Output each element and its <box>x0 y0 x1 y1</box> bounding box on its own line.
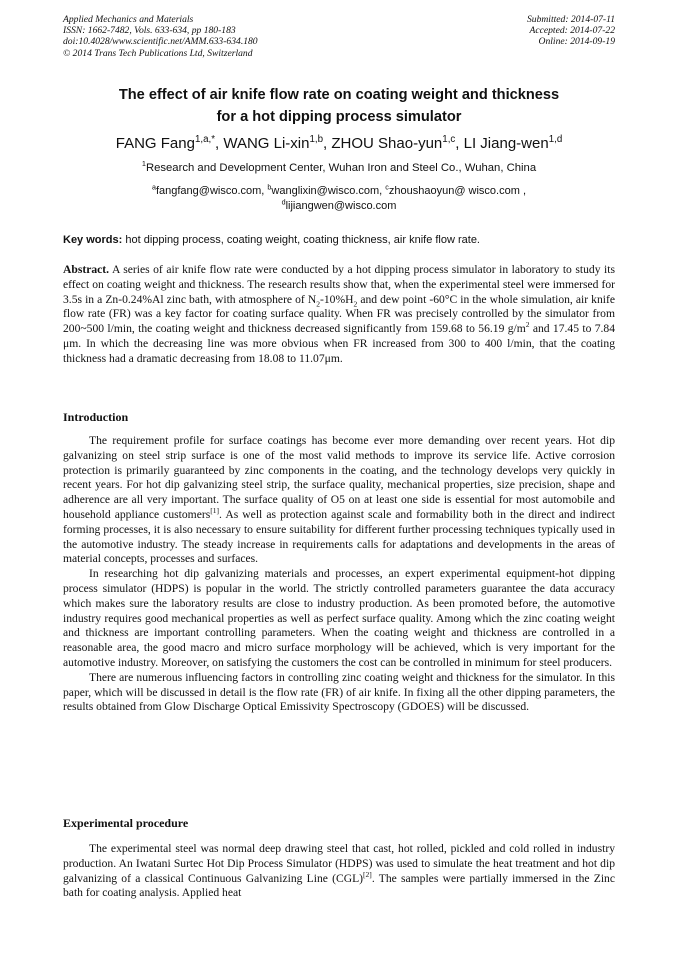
email-mark: b <box>267 183 272 192</box>
paragraph-text: . As well as protection against scale and formability both in the direct and indirect forming processes, it is also necessary to ensure suitability for different further processing techniques typically used in the automotive industry. The steady increase in requirements calls for adaptations and developments in the areas of material concepts, processes and surfaces. <box>63 507 615 566</box>
section-heading-introduction: Introduction <box>63 410 129 424</box>
journal-info <box>63 14 258 59</box>
issn: ISSN: 1662-7482, Vols. 633-634, pp 180-183 <box>63 25 236 37</box>
email-mark: c <box>385 183 389 192</box>
section-heading-experimental: Experimental procedure <box>63 816 189 830</box>
copyright: © 2014 Trans Tech Publications Ltd, Switzerland <box>63 47 253 59</box>
abstract-text: and 17.45 to 7.84 μm. In which the decreasing line was more obvious when FR increased from 300 to 400 l/min, that the coating thickness had a dramatic decreasing from 18.08 to 11.07μm. <box>63 322 615 365</box>
doi: doi:10.4028/www.scientific.net/AMM.633-634.180 <box>63 36 258 48</box>
abstract-text: A series of air knife flow rate were conducted by a hot dipping process simulator in laboratory to study its effect on coating weight and thickness. The research results show that, when the experimental steel were immersed for 3.5s in a Zn-0.24%Al zinc bath, with atmosphere of N <box>63 263 615 306</box>
author-name: WANG Li-xin <box>223 135 310 152</box>
author-affil-mark: 1,a,* <box>194 134 216 145</box>
abstract-text: -10%H <box>320 292 354 306</box>
email-link[interactable]: fangfang@wisco.com <box>155 185 262 197</box>
subscript: 2 <box>316 298 320 308</box>
paragraph <box>63 842 615 901</box>
paragraph: There are numerous influencing factors in controlling zinc coating weight and thickness for the simulator. In this paper, which will be discussed in detail is the flow rate (FR) of air knife. In fixing all the other dipping parameters, the results obtained from Glow Discharge Optical Emissivity Spectroscopy (GDOES) will be discussed. <box>63 670 615 714</box>
online-date: Online: 2014-09-19 <box>538 36 615 48</box>
accepted-date: Accepted: 2014-07-22 <box>529 25 615 37</box>
abstract-label: Abstract. <box>63 263 110 276</box>
title-line-1: The effect of air knife flow rate on coating weight and thickness <box>118 87 560 103</box>
author-affil-mark: 1,b <box>309 134 324 145</box>
affiliation-text: Research and Development Center, Wuhan Iron and Steel Co., Wuhan, China <box>145 162 537 174</box>
author-name: ZHOU Shao-yun <box>331 135 443 152</box>
paragraph: In researching hot dip galvanizing materials and processes, an expert experimental equipment-hot dipping process simulator (HDPS) is popular in the world. The strictly controlled parameters guarantee the data accuracy which makes sure the laboratory results are close to industry production. As been promoted before, the automotive industry requires good mechanical properties as well as perfect surface quality. Among which the zinc coating weight and thickness are important controlling parameters. When the coating weight and thickness are controlled in a reasonable area, the good macro and micro surface morphology will be achieved, which is very important for the automotive industry. Moreover, on satisfying the customers the cost can be controlled in minimum for steel producers. <box>63 567 615 669</box>
email-list: $^a$fangfang@wisco.com, $^b$wanglixin@wisco.com, $^c$zhoushaoyun@ wisco.com , $^d$lijiangwen@wisco.com <box>151 183 527 212</box>
email-mark: a <box>151 183 156 192</box>
author-name: LI Jiang-wen <box>463 135 549 152</box>
submitted-date: Submitted: 2014-07-11 <box>526 14 615 25</box>
publication-dates <box>527 14 615 48</box>
paragraph-text: . The samples were partially immersed in the Zinc bath for coating analysis. Applied heat <box>63 871 615 900</box>
email-link[interactable]: wanglixin@wisco.com <box>271 185 380 197</box>
abstract-text: and dew point -60°C in the whole simulation, air knife flow rate (FR) was a key factor for coating surface quality. When FR was precisely controlled by the simulator from 200~500 l/min, the coating weight and thickness decreased significantly from 159.68 to 56.19 g/m <box>63 292 615 336</box>
experimental-body <box>63 842 615 901</box>
author-affil-mark: 1,c <box>442 134 456 145</box>
paper-title <box>60 84 618 128</box>
journal-name: Applied Mechanics and Materials <box>63 14 194 25</box>
citation[interactable]: [2] <box>363 869 372 879</box>
superscript: 2 <box>525 320 530 330</box>
abstract <box>63 263 615 367</box>
citation[interactable]: [1] <box>210 506 220 516</box>
author-name: FANG Fang <box>115 135 195 152</box>
email-link[interactable]: zhoushaoyun@ wisco.com <box>388 185 520 197</box>
keywords-text: hot dipping process, coating weight, coating thickness, air knife flow rate. <box>122 234 480 246</box>
email-mark: d <box>281 198 286 207</box>
title-line-2: for a hot dipping process simulator <box>216 109 462 125</box>
keywords-label: Key words: <box>63 234 123 246</box>
paragraph <box>63 434 615 567</box>
introduction-body <box>63 434 615 715</box>
subscript: 2 <box>353 298 358 308</box>
email-link[interactable]: lijiangwen@wisco.com <box>285 200 397 212</box>
keywords <box>63 234 615 246</box>
author-list: FANG Fang$^{1,a,*}$, WANG Li-xin$^{1,b}$, ZHOU Shao-yun$^{1,c}$, LI Jiang-wen$^{1,d}$ <box>115 134 563 152</box>
affiliation-mark: 1 <box>141 159 146 169</box>
affiliation <box>50 159 628 174</box>
author-affil-mark: 1,d <box>548 134 563 145</box>
paragraph-text: The requirement profile for surface coatings has become ever more demanding over recent years. Hot dip galvanizing on steel strip surface is one of the most valid methods to improve its service life. Active corrosion protection is primarily guaranteed by zinc components in the coating, and the technology develops very quickly in recent years. For hot dip galvanizing steel strip, the surface quality, mechanical properties, size precision, shape and adherence are all very important. The surface quality of O5 on at least one side is essential for most automobile and household appliance customers <box>63 434 615 521</box>
paragraph-text: The experimental steel was normal deep drawing steel that cast, hot rolled, pickled and cold rolled in industry production. An Iwatani Surtec Hot Dip Process Simulator (HDPS) was used to simulate the heat treatment and hot dip galvanizing of a classical Continuous Galvanizing Line (CGL) <box>63 842 615 885</box>
